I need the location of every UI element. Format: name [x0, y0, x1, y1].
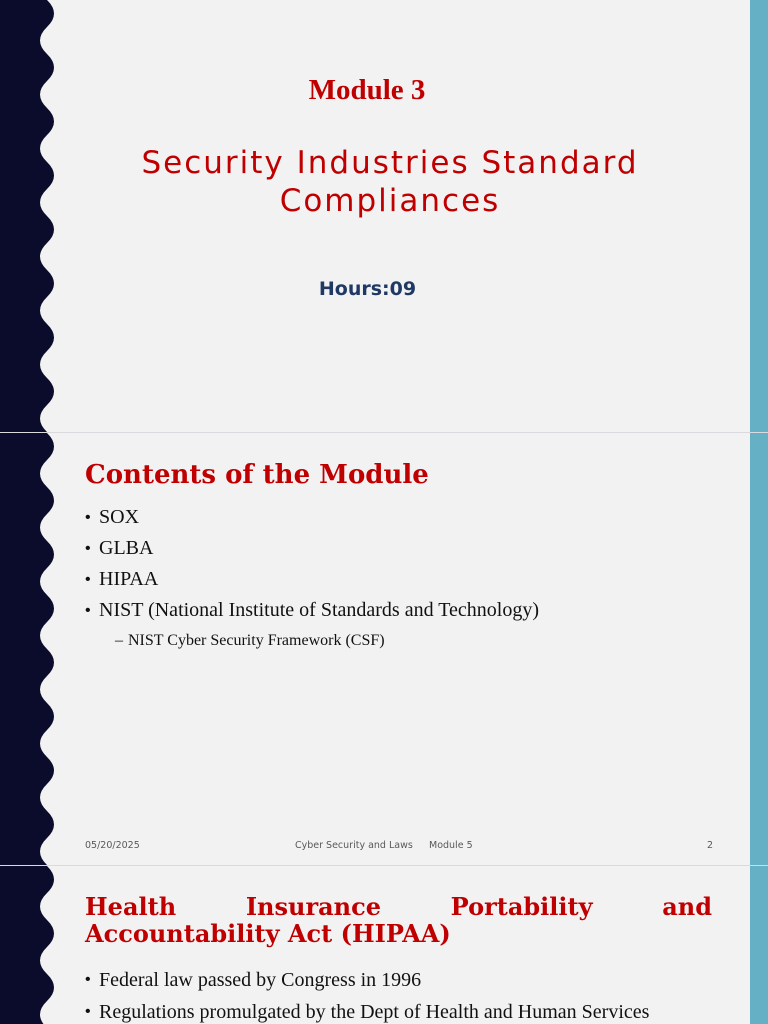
contents-heading: Contents of the Module	[85, 460, 429, 490]
list-item-text: GLBA	[99, 537, 154, 559]
list-item-text: HIPAA	[99, 568, 159, 590]
hipaa-heading-line: Accountability Act (HIPAA)	[85, 919, 451, 948]
page-number: 2	[707, 840, 714, 851]
footer-course: Cyber Security and Laws	[295, 840, 413, 851]
slide-right-accent-bar	[750, 866, 768, 1024]
footer-date: 05/20/2025	[85, 840, 140, 851]
sub-list-item-text: NIST Cyber Security Framework (CSF)	[128, 632, 385, 649]
bullet-marker: •	[85, 1003, 91, 1020]
list-item-text: SOX	[99, 506, 140, 528]
hipaa-heading-line: Health Insurance Portability and	[85, 892, 712, 921]
module-title: Module 3	[308, 74, 426, 106]
bullet-marker: •	[85, 509, 91, 526]
bullet-marker: •	[85, 971, 91, 988]
slide-right-accent-bar	[750, 433, 768, 865]
bullet-marker: •	[85, 571, 91, 588]
list-item-text: NIST (National Institute of Standards and Technology)	[99, 599, 539, 621]
slide-left-wave-border	[0, 0, 62, 432]
hipaa-heading	[85, 893, 712, 947]
slide-2	[0, 433, 768, 865]
slide-left-wave-border	[0, 866, 62, 1024]
slide-footer	[0, 839, 768, 853]
slide-1	[0, 0, 768, 432]
list-item-text: Regulations promulgated by the Dept of Health and Human Services	[99, 1001, 650, 1023]
hours-label: Hours:09	[318, 278, 417, 300]
bullet-marker: •	[85, 540, 91, 557]
slide-right-accent-bar	[750, 0, 768, 432]
slide-left-wave-border	[0, 433, 62, 865]
slide-3	[0, 866, 768, 1024]
module-subtitle: Security Industries Standard Compliances	[141, 145, 639, 219]
list-item-text: Federal law passed by Congress in 1996	[99, 969, 422, 991]
footer-module: Module 5	[429, 840, 473, 851]
dash-marker: –	[115, 632, 123, 649]
bullet-marker: •	[85, 602, 91, 619]
